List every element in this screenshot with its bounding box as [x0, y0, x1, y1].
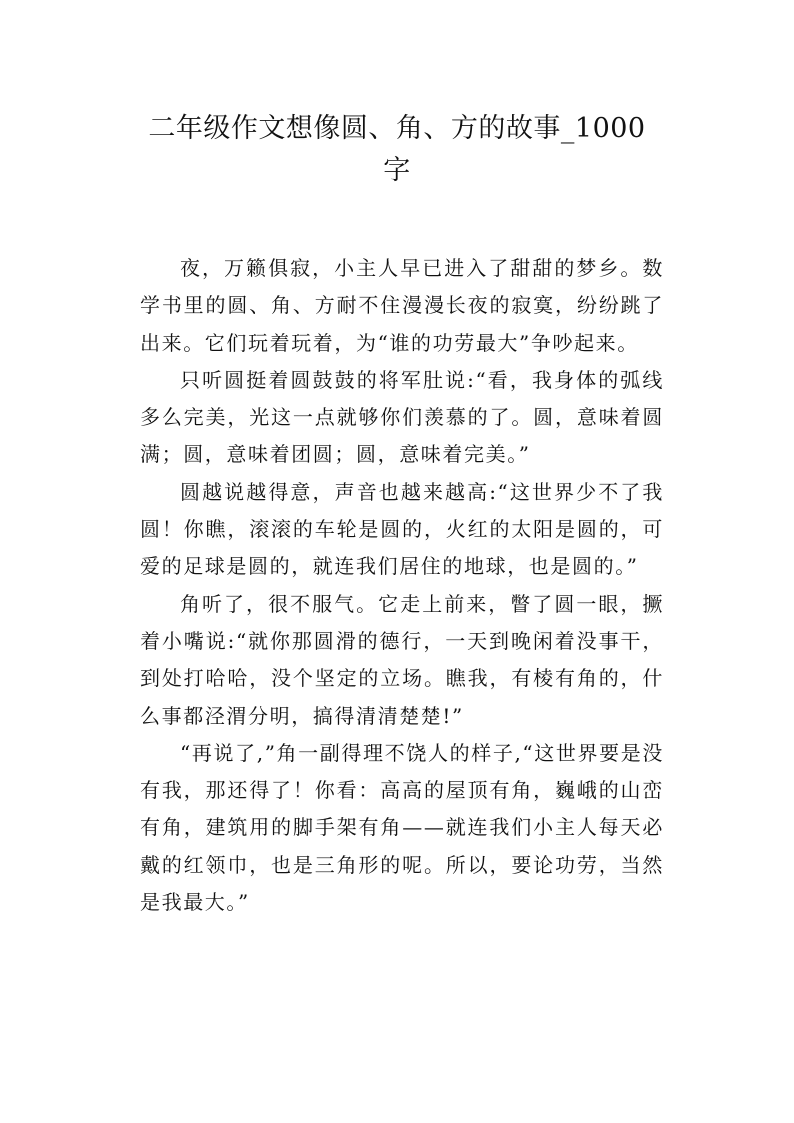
paragraph: 只听圆挺着圆鼓鼓的将军肚说:“看，我身体的弧线多么完美，光这一点就够你们羡慕的了。圆，意味着圆满；圆，意味着团圆；圆，意味着完美。” [140, 367, 664, 467]
paragraph: 圆越说越得意，声音也越来越高:“这世界少不了我圆！你瞧，滚滚的车轮是圆的，火红的太阳是圆的，可爱的足球是圆的，就连我们居住的地球，也是圆的。” [140, 479, 664, 579]
document-body [140, 250, 664, 921]
document-title: 二年级作文想像圆、角、方的故事_1000字 [148, 113, 646, 186]
paragraph: 角听了，很不服气。它走上前来，瞥了圆一眼，撅着小嘴说:“就你那圆滑的德行，一天到晚闲着没事干，到处打哈哈，没个坚定的立场。瞧我，有棱有角的，什么事都泾渭分明，搞得清清楚楚!” [140, 591, 664, 728]
paragraph: 夜，万籁俱寂，小主人早已进入了甜甜的梦乡。数学书里的圆、角、方耐不住漫漫长夜的寂寞，纷纷跳了出来。它们玩着玩着，为“谁的功劳最大”争吵起来。 [140, 256, 664, 355]
paragraph: “再说了,”角一副得理不饶人的样子,“这世界要是没有我，那还得了！你看：高高的屋顶有角，巍峨的山峦有角，建筑用的脚手架有角——就连我们小主人每天必戴的红领巾，也是三角形的呢。所以，要论功劳，当然是我最大。” [140, 740, 664, 915]
